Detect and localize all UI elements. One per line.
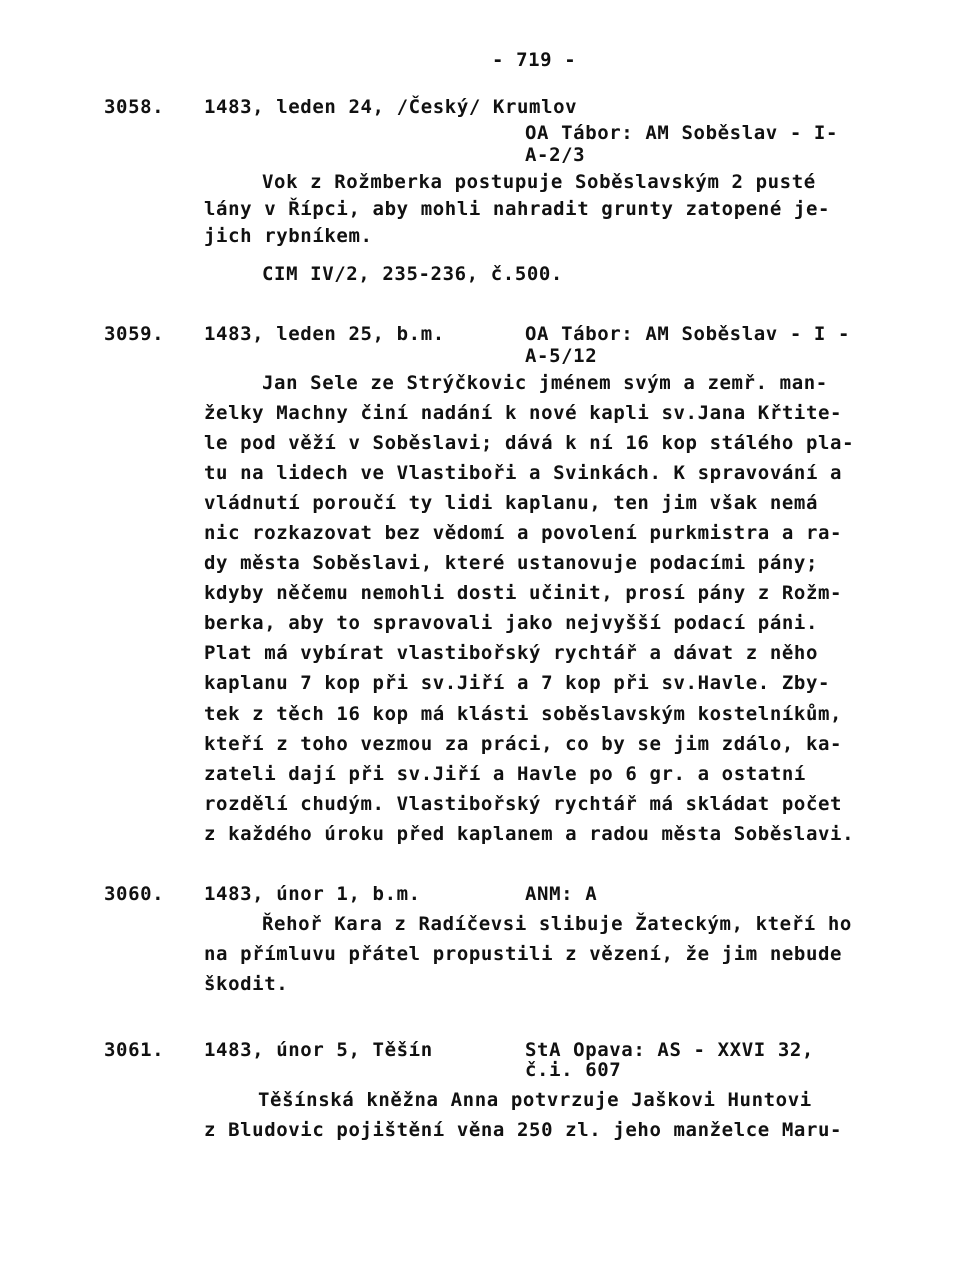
entry-text-line: želky Machny činí nadání k nové kapli sv.Jana Křtite- (204, 402, 843, 424)
entry-source-line: č.i. 607 (525, 1059, 622, 1081)
entry-source-line: A-2/3 (525, 144, 586, 166)
entry-text-line: kaplanu 7 kop při sv.Jiří a 7 kop při sv.Havle. Zby- (204, 672, 831, 694)
entry-text-line: na přímluvu přátel propustili z vězení, že jim nebude (204, 943, 843, 965)
entry-number: 3061. (104, 1039, 165, 1061)
entry-text-line: Těšínská kněžna Anna potvrzuje Jaškovi Huntovi (258, 1089, 812, 1111)
entry-number: 3059. (104, 323, 165, 345)
entry-text-line: le pod věží v Soběslavi; dává k ní 16 kop stálého pla- (204, 432, 855, 454)
entry-text-line: nic rozkazovat bez vědomí a povolení purkmistra a ra- (204, 522, 843, 544)
entry-source-line: OA Tábor: AM Soběslav - I- (525, 122, 839, 144)
entry-text-line: Jan Sele ze Strýčkovic jménem svým a zemř. man- (262, 372, 828, 394)
entry-text-line: Vok z Rožmberka postupuje Soběslavským 2 pusté (262, 171, 816, 193)
entry-source-line: ANM: A (525, 883, 598, 905)
entry-text-line: škodit. (204, 973, 289, 995)
entry-number: 3058. (104, 96, 165, 118)
entry-text-line: zateli dají při sv.Jiří a Havle po 6 gr. a ostatní (204, 763, 806, 785)
entry-text-line: jich rybníkem. (204, 225, 373, 247)
entry-text-line: lány v Řípci, aby mohli nahradit grunty zatopené je- (204, 198, 831, 220)
entry-citation: CIM IV/2, 235-236, č.500. (262, 263, 563, 285)
entry-text-line: Řehoř Kara z Radíčevsi slibuje Žateckým, kteří ho (262, 913, 852, 935)
entry-text-line: z každého úroku před kaplanem a radou města Soběslavi. (204, 823, 855, 845)
entry-text-line: rozdělí chudým. Vlastibořský rychtář má skládat počet (204, 793, 843, 815)
entry-text-line: kteří z toho vezmou za práci, co by se jim zdálo, ka- (204, 733, 843, 755)
entry-date-place: 1483, únor 5, Těšín (204, 1039, 433, 1061)
page-number: - 719 - (492, 49, 577, 71)
entry-date-place: 1483, leden 24, /Český/ Krumlov (204, 96, 578, 118)
entry-source-line: A-5/12 (525, 345, 598, 367)
entry-text-line: tu na lidech ve Vlastiboři a Svinkách. K spravování a (204, 462, 843, 484)
entry-text-line: tek z těch 16 kop má klásti soběslavským kostelníkům, (204, 703, 843, 725)
entry-text-line: Plat má vybírat vlastibořský rychtář a dávat z něho (204, 642, 818, 664)
entry-number: 3060. (104, 883, 165, 905)
entry-text-line: kdyby něčemu nemohli dosti učinit, prosí pány z Rožm- (204, 582, 843, 604)
entry-source-line: OA Tábor: AM Soběslav - I - (525, 323, 851, 345)
entry-text-line: vládnutí poroučí ty lidi kaplanu, ten jim však nemá (204, 492, 818, 514)
entry-date-place: 1483, únor 1, b.m. (204, 883, 421, 905)
entry-date-place: 1483, leden 25, b.m. (204, 323, 445, 345)
entry-text-line: berka, aby to spravovali jako nejvyšší podací páni. (204, 612, 818, 634)
entry-text-line: dy města Soběslavi, které ustanovuje podacími pány; (204, 552, 818, 574)
entry-source-line: StA Opava: AS - XXVI 32, (525, 1039, 814, 1061)
entry-text-line: z Bludovic pojištění věna 250 zl. jeho manželce Maru- (204, 1119, 843, 1141)
